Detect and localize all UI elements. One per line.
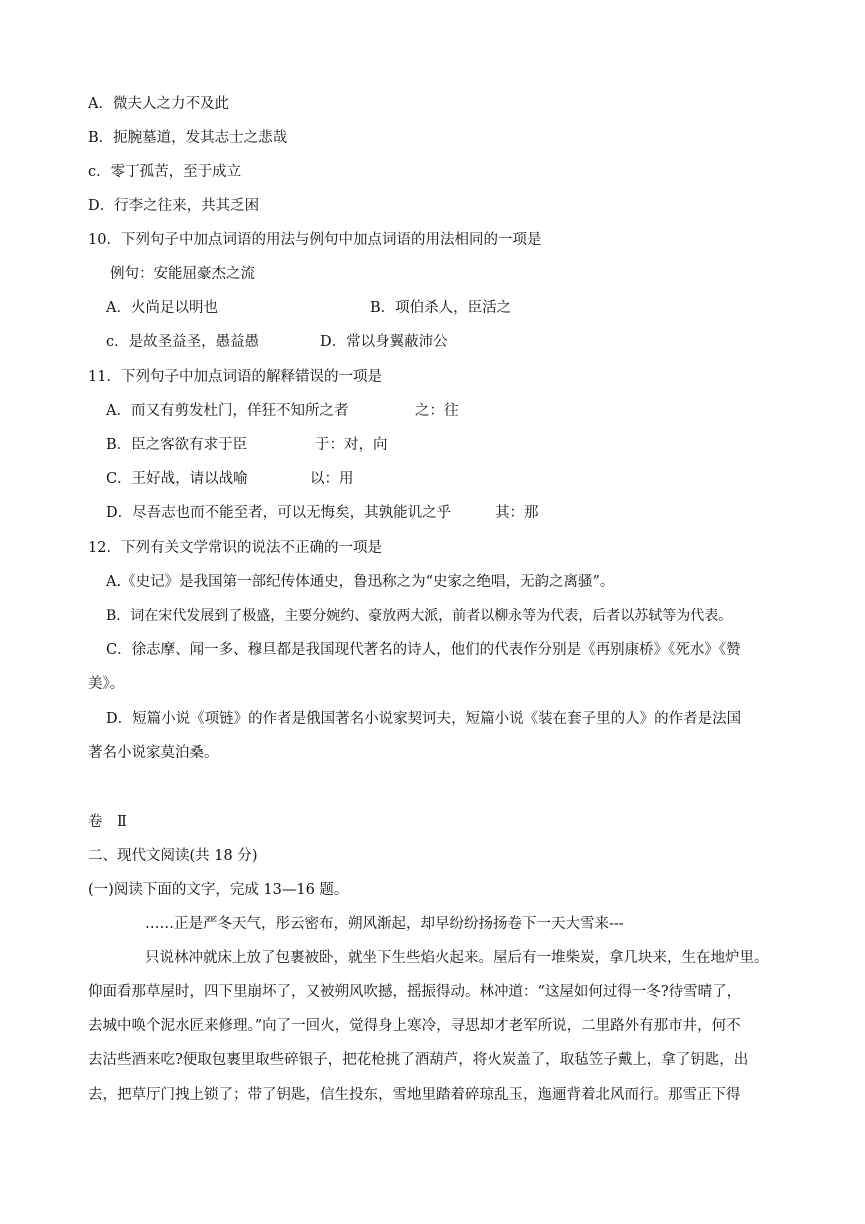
q12-stem: 12．下列有关文学常识的说法不正确的一项是: [88, 540, 382, 556]
q11-option-c: C．王好战，请以战喻: [106, 471, 248, 487]
q12-option-a: A.《史记》是我国第一部纪传体通史，鲁迅称之为“史家之绝唱，无韵之离骚”。: [106, 574, 615, 590]
q9-option-c: c．零丁孤苦，至于成立: [88, 164, 242, 180]
section-heading: 二、现代文阅读(共 18 分): [88, 848, 258, 864]
q10-option-b: B．项伯杀人，臣活之: [370, 300, 512, 316]
q9-option-a: A．微夫人之力不及此: [88, 96, 229, 112]
q11-option-b-note: 于：对，向: [315, 437, 388, 453]
q10-option-a: A．火尚足以明也: [106, 300, 218, 316]
passage-line: 去，把草厅门拽上锁了；带了钥匙，信生投东，雪地里踏着碎琼乱玉，迤逦背着北风而行。那雪正下得: [88, 1087, 741, 1103]
q11-option-a-note: 之：往: [415, 403, 459, 419]
q11-option-d: D．尽吾志也而不能至者，可以无悔矣，其孰能讥之乎: [106, 505, 452, 521]
q12-option-d-line2: 著名小说家莫泊桑。: [88, 745, 219, 761]
passage-line: 只说林冲就床上放了包裹被卧，就坐下生些焰火起来。屋后有一堆柴炭，拿几块来，生在地炉里。: [145, 950, 769, 966]
q12-option-c-line1: C．徐志摩、闻一多、穆旦都是我国现代著名的诗人，他们的代表作分别是《再别康桥》《死水》《赞: [106, 642, 741, 658]
q10-stem: 10．下列句子中加点词语的用法与例句中加点词语的用法相同的一项是: [88, 232, 542, 248]
q9-option-b: B．扼腕墓道，发其志士之悲哉: [88, 130, 288, 146]
q10-option-c: c．是故圣益圣，愚益愚: [106, 334, 260, 350]
q12-option-b: B．词在宋代发展到了极盛，主要分婉约、豪放两大派，前者以柳永等为代表，后者以苏轼等为代表。: [106, 608, 733, 624]
q11-stem: 11．下列句子中加点词语的解释错误的一项是: [88, 369, 382, 385]
q11-option-b: B．臣之客欲有求于臣: [106, 437, 248, 453]
passage-line: 去城中唤个泥水匠来修理。”向了一回火，觉得身上寒冷，寻思却才老军所说，二里路外有那市井，何不: [88, 1018, 741, 1034]
q11-option-a: A．而又有剪发杜门，佯狂不知所之者: [106, 403, 349, 419]
reading-instruction: (一)阅读下面的文字，完成 13—16 题。: [88, 882, 349, 898]
q10-example: 例句：安能屈豪杰之流: [110, 266, 255, 282]
q11-option-d-note: 其：那: [495, 505, 539, 521]
q9-option-d: D．行李之往来，共其乏困: [88, 198, 260, 214]
q12-option-c-line2: 美》。: [88, 676, 125, 692]
passage-line: 去沽些酒来吃?便取包裹里取些碎银子，把花枪挑了酒葫芦，将火炭盖了，取毡笠子戴上，拿了钥匙，出: [88, 1052, 749, 1068]
q10-option-d: D．常以身翼蔽沛公: [320, 334, 448, 350]
passage-paragraph-1: ……正是严冬天气，彤云密布，朔风渐起，却早纷纷扬扬卷下一天大雪来---: [145, 916, 624, 932]
passage-line: 仰面看那草屋时，四下里崩坏了，又被朔风吹撼，摇振得动。林冲道：“这屋如何过得一冬?待雪晴了，: [88, 984, 742, 1000]
q12-option-d-line1: D．短篇小说《项链》的作者是俄国著名小说家契诃夫，短篇小说《装在套子里的人》的作者是法国: [106, 711, 742, 727]
q11-option-c-note: 以：用: [310, 471, 354, 487]
volume-label: 卷 Ⅱ: [88, 814, 127, 830]
